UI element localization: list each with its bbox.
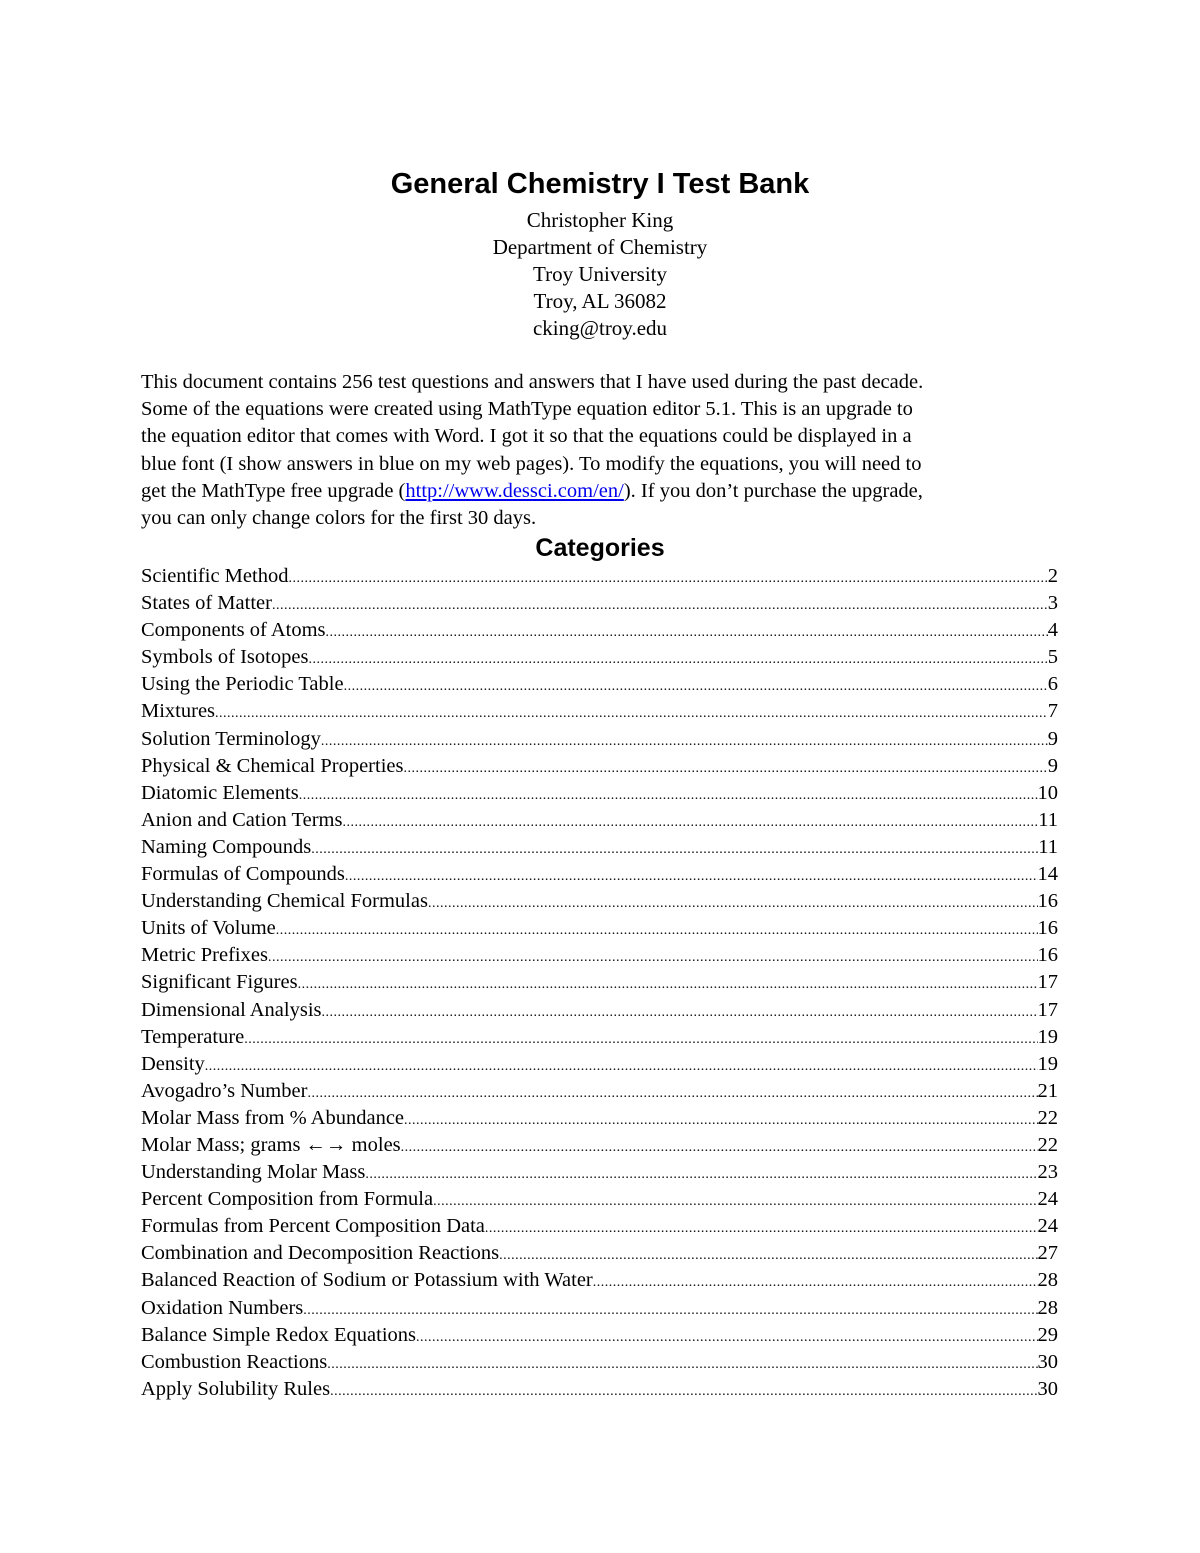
toc-dot-leader [485,1215,1038,1240]
toc-entry-label: Formulas of Compounds [141,863,345,886]
toc-entry-page: 27 [1037,1242,1058,1265]
author-university: Troy University [533,262,667,286]
toc-entry[interactable] [141,1105,1058,1132]
intro-line: the equation editor that comes with Word. I got it so that the equations could be displayed in a [141,425,912,448]
author-email: cking@troy.edu [532,316,668,340]
toc-entry-page: 17 [1037,971,1058,994]
toc-entry-label: Mixtures [141,700,216,723]
toc-entry-page: 3 [1047,592,1058,615]
author-name: Christopher King [526,208,674,232]
toc-entry-label: Oxidation Numbers [141,1296,304,1319]
toc-entry-page: 22 [1037,1106,1058,1129]
toc-dot-leader [205,1053,1038,1078]
toc-entry-page: 28 [1037,1296,1058,1319]
toc-entry[interactable] [141,644,1058,671]
toc-entry-page: 28 [1037,1269,1058,1292]
author-block [0,207,1200,342]
toc-entry-label: Anion and Cation Terms [141,808,343,831]
categories-list [141,563,1058,1403]
toc-entry[interactable] [141,997,1058,1024]
toc-dot-leader [288,565,1047,590]
toc-entry-label: Percent Composition from Formula [141,1188,434,1211]
intro-text: ). If you don’t purchase the upgrade, [623,479,923,502]
toc-entry[interactable] [141,1376,1058,1403]
toc-dot-leader [330,1378,1037,1403]
toc-entry[interactable] [141,590,1058,617]
toc-entry-page: 19 [1037,1052,1058,1075]
toc-dot-leader [307,1080,1037,1105]
toc-dot-leader [311,836,1038,861]
toc-entry[interactable] [141,563,1058,590]
toc-entry[interactable] [141,617,1058,644]
toc-entry-label: Units of Volume [141,917,276,940]
toc-entry-label: Density [141,1052,205,1075]
toc-entry[interactable] [141,1349,1058,1376]
toc-entry-label: Components of Atoms [141,619,326,642]
intro-line: you can only change colors for the first 30 days. [141,506,537,529]
toc-entry-page: 11 [1038,835,1058,858]
toc-entry[interactable] [141,1024,1058,1051]
intro-line [141,478,1061,505]
toc-entry-page: 22 [1037,1133,1058,1156]
toc-dot-leader [272,592,1048,617]
intro-line: blue font (I show answers in blue on my web pages). To modify the equations, you will need to [141,452,922,475]
toc-entry-page: 24 [1037,1188,1058,1211]
toc-entry-page: 5 [1047,646,1058,669]
toc-dot-leader [298,971,1038,996]
toc-entry[interactable] [141,942,1058,969]
toc-entry-label: Combustion Reactions [141,1350,328,1373]
toc-dot-leader [308,646,1047,671]
toc-entry-label: Molar Mass from % Abundance [141,1106,405,1129]
toc-dot-leader [345,863,1038,888]
toc-entry[interactable] [141,780,1058,807]
author-department: Department of Chemistry [492,235,708,259]
toc-entry-page: 16 [1037,890,1058,913]
toc-entry-label: Scientific Method [141,565,289,587]
document-title: General Chemistry I Test Bank [390,168,810,200]
toc-entry[interactable] [141,1240,1058,1267]
toc-entry[interactable] [141,888,1058,915]
toc-entry-label: Using the Periodic Table [141,673,344,696]
toc-entry[interactable] [141,1132,1058,1159]
toc-dot-leader [326,619,1048,644]
toc-entry[interactable] [141,1159,1058,1186]
toc-dot-leader [327,1351,1037,1376]
toc-entry-label: Molar Mass; grams ←→ moles [141,1133,401,1156]
toc-entry-label: Temperature [141,1025,245,1048]
toc-entry[interactable] [141,915,1058,942]
toc-entry-label: Dimensional Analysis [141,998,322,1021]
toc-dot-leader [499,1242,1037,1267]
toc-entry-page: 29 [1037,1323,1058,1346]
toc-entry-page: 9 [1047,754,1058,777]
toc-entry[interactable] [141,1186,1058,1213]
toc-entry[interactable] [141,753,1058,780]
toc-entry-label: Understanding Chemical Formulas [141,890,428,913]
toc-entry-label: Diatomic Elements [141,781,299,804]
toc-dot-leader [276,917,1038,942]
intro-paragraph [141,369,1061,532]
toc-dot-leader [593,1269,1038,1294]
toc-entry-label: Metric Prefixes [141,944,268,967]
toc-entry-page: 19 [1037,1025,1058,1048]
toc-entry-page: 30 [1037,1377,1058,1400]
toc-dot-leader [344,673,1048,698]
toc-entry[interactable] [141,698,1058,725]
toc-entry-page: 7 [1047,700,1058,723]
toc-entry-page: 4 [1047,619,1058,642]
toc-entry[interactable] [141,969,1058,996]
toc-dot-leader [401,1134,1038,1159]
toc-entry-page: 21 [1037,1079,1058,1102]
toc-dot-leader [321,728,1048,753]
toc-dot-leader [299,782,1038,807]
toc-dot-leader [342,809,1038,834]
toc-entry-page: 14 [1037,863,1058,886]
toc-entry-page: 30 [1037,1350,1058,1373]
toc-entry-page: 23 [1037,1161,1058,1184]
toc-entry[interactable] [141,1078,1058,1105]
toc-entry-label: Balance Simple Redox Equations [141,1323,416,1346]
toc-entry-label: States of Matter [141,592,272,615]
toc-dot-leader [433,1188,1037,1213]
toc-entry-label: Combination and Decomposition Reactions [141,1242,500,1265]
toc-entry-label: Understanding Molar Mass [141,1161,366,1184]
toc-entry[interactable] [141,1213,1058,1240]
toc-entry-label: Solution Terminology [141,727,321,750]
categories-heading: Categories [535,534,665,562]
toc-entry[interactable] [141,1295,1058,1322]
toc-entry[interactable] [141,726,1058,753]
intro-line: This document contains 256 test questions and answers that I have used during the past decade. [141,371,924,393]
toc-entry[interactable] [141,861,1058,888]
toc-entry[interactable] [141,1322,1058,1349]
toc-dot-leader [403,755,1047,780]
toc-entry-page: 16 [1037,917,1058,940]
toc-dot-leader [404,1107,1037,1132]
toc-entry-label: Significant Figures [141,971,298,994]
toc-entry-page: 24 [1037,1215,1058,1238]
toc-dot-leader [365,1161,1037,1186]
toc-entry-page: 9 [1047,727,1058,750]
toc-entry-page: 6 [1047,673,1058,696]
toc-dot-leader [268,944,1038,969]
toc-entry-label: Avogadro’s Number [141,1079,308,1102]
toc-dot-leader [244,1026,1037,1051]
toc-entry-label: Balanced Reaction of Sodium or Potassium with Water [141,1269,593,1292]
toc-entry[interactable] [141,834,1058,861]
toc-entry-page: 11 [1038,808,1058,831]
toc-entry[interactable] [141,1051,1058,1078]
toc-entry-page: 17 [1037,998,1058,1021]
intro-text: get the MathType free upgrade ( [141,479,406,502]
toc-dot-leader [215,700,1048,725]
toc-entry-page: 16 [1037,944,1058,967]
toc-entry-label: Physical & Chemical Properties [141,754,404,777]
toc-entry-label: Naming Compounds [141,835,312,858]
toc-entry-page: 10 [1037,781,1058,804]
toc-entry-label: Apply Solubility Rules [141,1377,331,1400]
toc-entry-label: Symbols of Isotopes [141,646,309,669]
author-address: Troy, AL 36082 [533,289,667,313]
toc-entry[interactable] [141,807,1058,834]
toc-entry[interactable] [141,1267,1058,1294]
toc-dot-leader [416,1324,1038,1349]
intro-line: Some of the equations were created using MathType equation editor 5.1. This is an upgrade to [141,398,913,421]
toc-dot-leader [428,890,1038,915]
toc-dot-leader [322,999,1038,1024]
toc-dot-leader [303,1297,1037,1322]
mathtype-upgrade-link[interactable]: http://www.dessci.com/en/ [405,479,624,502]
toc-entry-label: Formulas from Percent Composition Data [141,1215,485,1238]
toc-entry-page: 2 [1047,565,1058,587]
toc-entry[interactable] [141,671,1058,698]
